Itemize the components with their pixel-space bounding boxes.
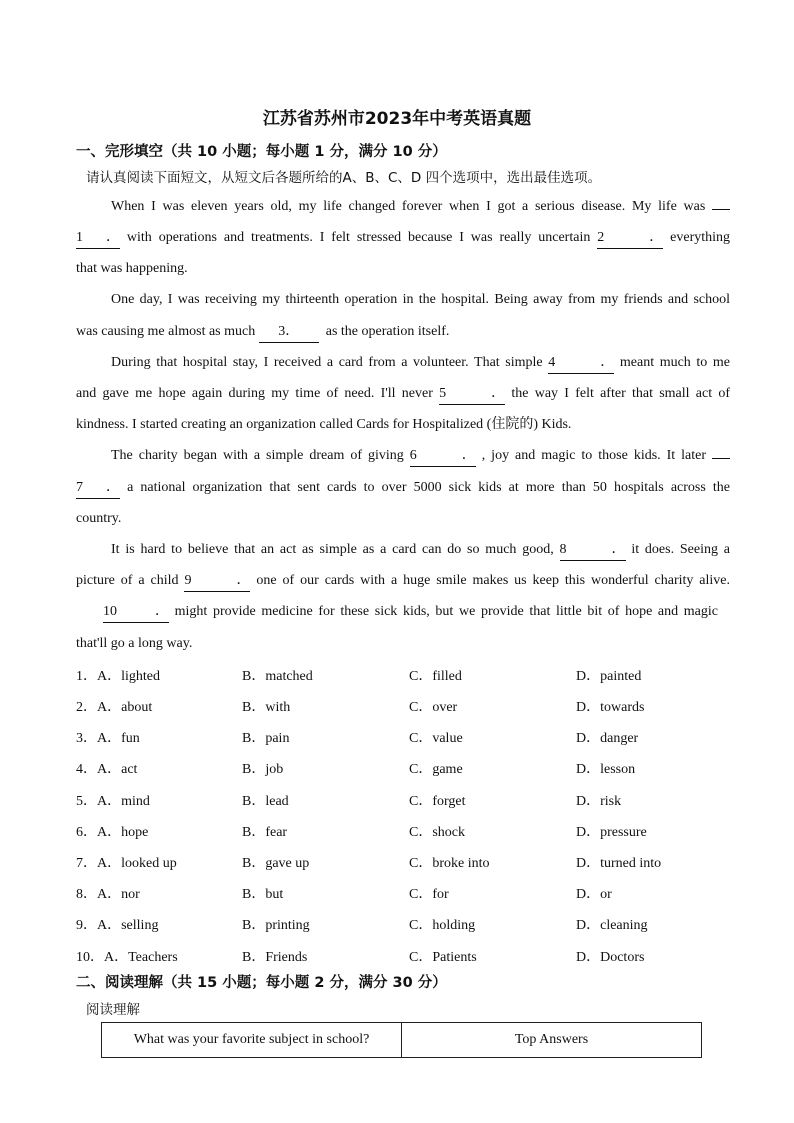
blank-5[interactable]: 5． (439, 384, 505, 405)
passage-line: During that hospital stay, I received a card from a volunteer. That simple 4． meant much to me (111, 353, 730, 374)
option-b[interactable]: B．with (242, 700, 291, 715)
passage-line: The charity began with a simple dream of giving 6． , joy and magic to those kids. It later (111, 446, 730, 467)
passage-line: 7． a national organization that sent cards to over 5000 sick kids at more than 50 hospitals across the (76, 478, 730, 499)
option-c[interactable]: C．forget (409, 794, 466, 809)
passage-line: country. (76, 511, 122, 526)
table-row (102, 1023, 702, 1058)
survey-table (101, 1022, 702, 1058)
option-d[interactable]: D．or (576, 887, 612, 902)
blank-8[interactable]: 8． (560, 540, 626, 561)
passage-line: 1． with operations and treatments. I felt stressed because I was really uncertain 2． everything (76, 228, 730, 249)
passage-line: and gave me hope again during my time of need. I'll never 5． the way I felt after that small act of (76, 384, 730, 405)
page-title: 江苏省苏州市2023年中考英语真题 (262, 109, 532, 129)
option-a[interactable]: 10．A．Teachers (76, 950, 178, 965)
passage-line: that'll go a long way. (76, 636, 193, 651)
option-b[interactable]: B．job (242, 762, 284, 777)
blank-2[interactable]: 2． (597, 228, 663, 249)
option-b[interactable]: B．but (242, 887, 284, 902)
option-d[interactable]: D．painted (576, 669, 642, 684)
option-d[interactable]: D．cleaning (576, 918, 648, 933)
blank-1[interactable]: 1． (76, 228, 120, 249)
option-a[interactable]: 5．A．mind (76, 794, 150, 809)
passage-line: When I was eleven years old, my life changed forever when I got a serious disease. My life was (111, 197, 730, 217)
option-c[interactable]: C．over (409, 700, 458, 715)
option-a[interactable]: 4．A．act (76, 762, 138, 777)
table-cell: Top Answers (402, 1023, 702, 1058)
section-2-heading: 二、阅读理解（共 15 小题；每小题 2 分，满分 30 分） (76, 975, 447, 991)
blank-9[interactable]: 9． (184, 571, 250, 592)
option-c[interactable]: C．game (409, 762, 463, 777)
option-a[interactable]: 2．A．about (76, 700, 153, 715)
option-a[interactable]: 6．A．hope (76, 825, 149, 840)
option-c[interactable]: C．filled (409, 669, 462, 684)
option-b[interactable]: B．gave up (242, 856, 310, 871)
blank-10[interactable]: 10． (103, 602, 169, 623)
option-a[interactable]: 8．A．nor (76, 887, 140, 902)
option-b[interactable]: B．lead (242, 794, 289, 809)
option-d[interactable]: D．Doctors (576, 950, 645, 965)
option-b[interactable]: B．pain (242, 731, 290, 746)
option-b[interactable]: B．fear (242, 825, 288, 840)
option-a[interactable]: 7．A．looked up (76, 856, 177, 871)
passage-line: It is hard to believe that an act as simple as a card can do so much good, 8． it does. Seeing a (111, 540, 730, 561)
option-d[interactable]: D．risk (576, 794, 622, 809)
section-2-subheading: 阅读理解 (86, 1002, 140, 1018)
option-d[interactable]: D．lesson (576, 762, 636, 777)
passage-line: that was happening. (76, 261, 188, 276)
option-d[interactable]: D．turned into (576, 856, 662, 871)
blank-7[interactable]: 7． (76, 478, 120, 499)
passage-line: was causing me almost as much 3． as the operation itself. (76, 322, 730, 343)
section-1-instruction: 请认真阅读下面短文，从短文后各题所给的A、B、C、D 四个选项中，选出最佳选项。 (86, 170, 602, 186)
blank-6[interactable]: 6． (410, 446, 476, 467)
option-b[interactable]: B．printing (242, 918, 310, 933)
option-c[interactable]: C．Patients (409, 950, 477, 965)
passage-line: One day, I was receiving my thirteenth operation in the hospital. Being away from my friends and school (111, 292, 730, 307)
option-c[interactable]: C．shock (409, 825, 465, 840)
option-b[interactable]: B．matched (242, 669, 313, 684)
section-1-heading: 一、完形填空（共 10 小题；每小题 1 分，满分 10 分） (76, 144, 447, 160)
option-a[interactable]: 1．A．lighted (76, 669, 160, 684)
option-c[interactable]: C．value (409, 731, 463, 746)
option-d[interactable]: D．towards (576, 700, 645, 715)
table-cell: What was your favorite subject in school? (102, 1023, 402, 1058)
blank-3[interactable]: 3． (259, 322, 319, 343)
passage-line: kindness. I started creating an organization called Cards for Hospitalized (住院的) Kids. (76, 417, 572, 432)
option-c[interactable]: C．for (409, 887, 449, 902)
option-d[interactable]: D．danger (576, 731, 639, 746)
passage-line: picture of a child 9． one of our cards with a huge smile makes us keep this wonderful charity alive. (76, 571, 730, 592)
option-c[interactable]: C．holding (409, 918, 476, 933)
blank-4[interactable]: 4． (548, 353, 614, 374)
option-b[interactable]: B．Friends (242, 950, 308, 965)
option-a[interactable]: 3．A．fun (76, 731, 140, 746)
passage-line: 10． might provide medicine for these sick kids, but we provide that little bit of hope and magic (103, 602, 718, 623)
option-c[interactable]: C．broke into (409, 856, 490, 871)
option-a[interactable]: 9．A．selling (76, 918, 159, 933)
option-d[interactable]: D．pressure (576, 825, 647, 840)
